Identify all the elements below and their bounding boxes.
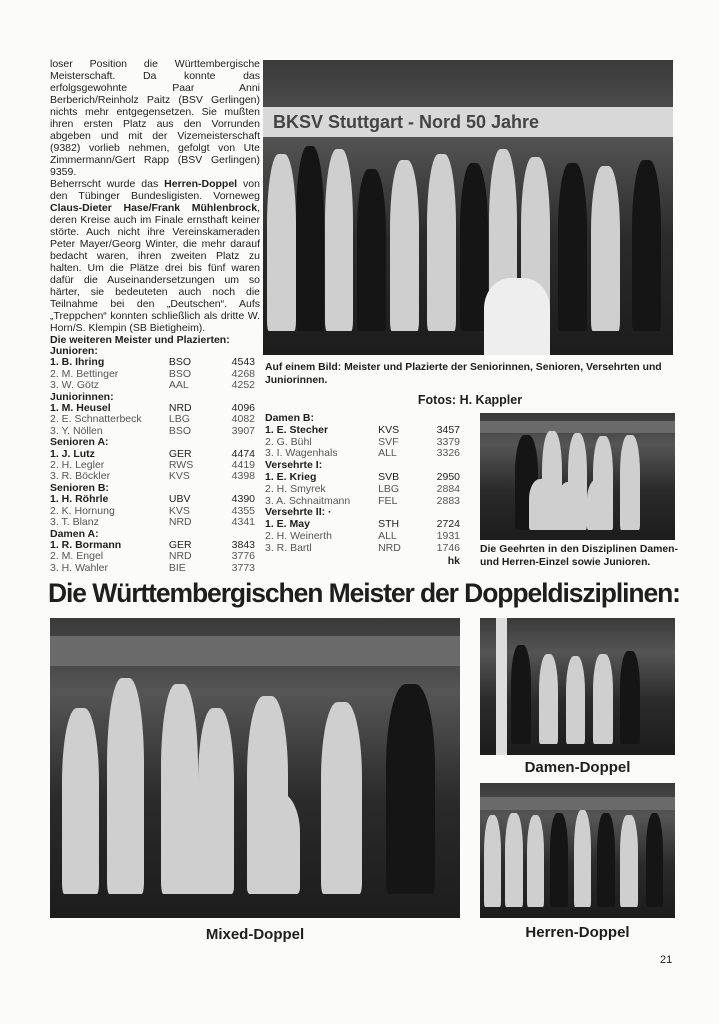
score: 3843: [231, 538, 255, 551]
category-heading: [50, 437, 255, 448]
score: 3907: [231, 424, 255, 437]
text-run: , deren Kreise auch im Finale ernsthaft keiner störte. Auch nicht ihre Vereinskameraden Peter Mayer/Georg Winter, die mehr darauf bedacht waren, ihren zweiten Platz zu halten. Um die Plätze drei bis fünf waren dafür die Auseinandersetzungen um so härter, sie bedeuteten auch noch die Teilnahme bei den „Deutschen“. Aufs „Treppchen“ konnten schließlich als dritte W. Horn/S. Klempin (SB Bietigheim).: [50, 202, 260, 334]
club-code: BIE: [168, 561, 186, 574]
player-name: 2. H. Legler: [50, 459, 105, 472]
player-name: 2. K. Hornung: [50, 504, 115, 517]
photo-mens-doubles: [480, 783, 675, 918]
text-run: Beherrscht wurde das: [50, 178, 165, 190]
text-run: von den Tübinger Bundesligisten. Vorneweg: [50, 178, 260, 202]
player-name: 1. B. Ihring: [50, 356, 105, 369]
results-table-right: [265, 413, 460, 555]
player-name: 3. I. Wagenhals: [265, 447, 338, 460]
club-code: SVB: [378, 470, 400, 483]
results-table-left: [50, 346, 255, 574]
player-name: 3. W. Götz: [50, 379, 100, 392]
score: 1746: [436, 541, 460, 554]
club-code: NRD: [168, 550, 192, 563]
score: 4543: [231, 356, 255, 369]
photo-seniors-group: [263, 60, 673, 355]
club-code: SVF: [378, 435, 399, 448]
club-code: ALL: [378, 529, 397, 542]
score: 2950: [436, 470, 460, 483]
club-code: NRD: [168, 516, 192, 529]
player-name: 3. T. Blanz: [50, 516, 99, 529]
score: 2883: [436, 494, 460, 507]
category-label: Senioren B:: [50, 481, 109, 494]
category-label: Junioren:: [50, 345, 98, 357]
club-code: FEL: [378, 494, 398, 507]
result-row: [265, 484, 460, 496]
caption-womens-doubles: Damen-Doppel: [524, 759, 631, 776]
score: 3457: [436, 423, 460, 436]
player-name: 2. H. Smyrek: [265, 482, 326, 495]
page-number: 21: [660, 954, 673, 966]
club-code: KVS: [168, 470, 190, 483]
right-results-column: [265, 413, 460, 567]
results-heading: Die weiteren Meister und Plazierten:: [50, 334, 230, 346]
article-text: [50, 58, 260, 346]
category-label: Damen A:: [50, 527, 99, 540]
photo-womens-doubles: [480, 618, 675, 755]
player-name: 1. E. Stecher: [265, 423, 329, 436]
category-label: Versehrte I:: [265, 459, 323, 472]
result-row: [265, 543, 460, 555]
club-code: AAL: [168, 379, 189, 392]
player-name: 1. E. May: [265, 518, 310, 531]
club-code: UBV: [168, 493, 191, 506]
result-row: [50, 380, 255, 391]
result-row: [50, 563, 255, 574]
score: 4398: [231, 470, 255, 483]
club-code: NRD: [378, 541, 401, 554]
player-name: 1. H. Röhrle: [50, 493, 109, 506]
score: 4474: [231, 447, 255, 460]
text-run-bold: Claus-Dieter Hase/Frank Mühlenbrock: [50, 202, 258, 214]
score: 2724: [436, 518, 460, 531]
score: 3776: [231, 550, 255, 563]
photo-singles-winners: [480, 413, 675, 540]
score: 4096: [231, 402, 255, 415]
player-name: 3. A. Schnaitmann: [265, 494, 351, 507]
paragraph: [50, 178, 260, 334]
player-name: 2. M. Bettinger: [50, 367, 119, 380]
score: 3326: [436, 447, 460, 460]
club-code: LBG: [168, 413, 190, 426]
player-name: 2. G. Bühl: [265, 435, 312, 448]
score: 4341: [231, 516, 255, 529]
player-name: 1. E. Krieg: [265, 470, 317, 483]
club-code: STH: [378, 518, 400, 531]
paragraph: loser Position die Württembergische Meisterschaft. Da konnte das erfolgsgewohnte Paar Anni Berberich/Reinholz Paitz (BSV Gerlingen) nichts mehr entgegensetzen. Sie mußten ihren ersten Platz aus den Vorrunden abgeben und mit der Vizemeisterschaft (9382) vorlieb nehmen, gefolgt von Ute Zimmermann/Gert Rapp (BSV Gerlingen) 9359.: [50, 58, 260, 178]
result-row: [50, 517, 255, 528]
score: 4268: [231, 367, 255, 380]
club-code: BSO: [168, 356, 192, 369]
club-code: ALL: [378, 447, 397, 460]
club-code: LBG: [378, 482, 400, 495]
result-row: [265, 425, 460, 437]
author-initials: hk: [447, 554, 460, 567]
category-label: Damen B:: [265, 412, 315, 424]
small-photo-caption: Die Geehrten in den Disziplinen Damen- und Herren-Einzel sowie Junioren.: [480, 544, 678, 568]
club-code: BSO: [168, 367, 192, 380]
headline: Die Württembergischen Meister der Doppeldisziplinen:: [48, 578, 680, 608]
club-code: NRD: [168, 402, 192, 415]
club-code: KVS: [168, 504, 190, 517]
result-row: [265, 531, 460, 543]
top-photo-caption: Auf einem Bild: Meister und Plazierte der Seniorinnen, Senioren, Versehrten und Juniorinnen.: [265, 362, 662, 386]
club-code: RWS: [168, 459, 194, 472]
player-name: 2. H. Weinerth: [265, 529, 332, 542]
club-code: BSO: [168, 424, 192, 437]
player-name: 3. Y. Nöllen: [50, 424, 103, 437]
player-name: 1. J. Lutz: [50, 447, 95, 460]
score: 1931: [436, 529, 460, 542]
result-row: [265, 472, 460, 484]
player-name: 1. M. Heusel: [50, 402, 111, 415]
club-code: KVS: [378, 423, 400, 436]
player-name: 1. R. Bormann: [50, 538, 122, 551]
category-label: Senioren A:: [50, 436, 109, 449]
score: 4252: [231, 379, 255, 392]
score: 4082: [231, 413, 255, 426]
player-name: 3. H. Wahler: [50, 561, 108, 574]
left-column: [50, 58, 260, 574]
club-code: GER: [168, 538, 192, 551]
category-label: Versehrte II: ·: [265, 506, 332, 519]
player-name: 2. M. Engel: [50, 550, 104, 563]
category-label: Juniorinnen:: [50, 390, 114, 403]
score: 3773: [231, 561, 255, 574]
score: 2884: [436, 482, 460, 495]
photo-banner: BKSV Stuttgart - Nord 50 Jahre: [263, 107, 673, 137]
score: 3379: [436, 435, 460, 448]
photo-mixed-doubles: [50, 618, 460, 918]
player-name: 3. R. Böckler: [50, 470, 111, 483]
result-row: [50, 551, 255, 562]
caption-mens-doubles: Herren-Doppel: [525, 924, 630, 941]
score: 4355: [231, 504, 255, 517]
caption-mixed-doubles: Mixed-Doppel: [205, 926, 305, 943]
photo-credit: Fotos: H. Kappler: [417, 393, 523, 407]
text-run-bold: Herren-Doppel: [164, 178, 238, 190]
score: 4419: [231, 459, 255, 472]
player-name: 2. E. Schnatterbeck: [50, 413, 142, 426]
score: 4390: [231, 493, 255, 506]
player-name: 3. R. Bartl: [265, 541, 312, 554]
club-code: GER: [168, 447, 192, 460]
result-row: [50, 494, 255, 505]
